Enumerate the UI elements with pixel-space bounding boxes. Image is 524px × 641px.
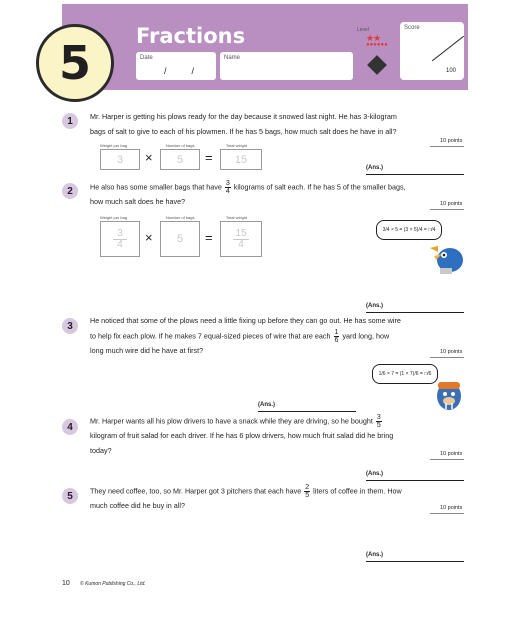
equals-sign: = xyxy=(205,230,213,245)
answer-line[interactable] xyxy=(366,561,464,562)
problem-2-text: He also has some smaller bags that have $\frac{3}{4}$ kilograms of salt each. If he has 5 of the smaller bags, how much salt does he have? xyxy=(90,180,406,206)
copyright: © Kumon Publishing Co., Ltd. xyxy=(80,581,146,587)
answer-line[interactable] xyxy=(366,174,464,175)
equals-sign: = xyxy=(205,150,213,165)
problem-1-points: 10 points xyxy=(440,138,463,144)
problem-2-points: 10 points xyxy=(440,201,463,207)
problem-5-points: 10 points xyxy=(440,505,463,511)
problem-1-number: 1 xyxy=(62,113,78,129)
page-title: Fractions xyxy=(136,24,246,48)
answer-line[interactable] xyxy=(366,312,464,313)
fraction: $\frac{3}{5}$ xyxy=(376,414,381,429)
fraction: $\frac{2}{5}$ xyxy=(305,484,310,499)
times-sign: × xyxy=(145,230,153,245)
answer-label: (Ans.) xyxy=(366,303,383,309)
answer-label: (Ans.) xyxy=(366,471,383,477)
points-underline xyxy=(430,209,464,210)
problem-5-text: They need coffee, too, so Mr. Harper got 3 pitchers that each have $\frac{2}{5}$ liters of coffee in them. How much coffee did he buy in all? xyxy=(90,484,402,510)
score-max: 100 xyxy=(446,68,457,74)
box-label: Total weight xyxy=(226,143,248,148)
date-label: Date xyxy=(140,55,153,61)
page-number: 10 xyxy=(62,580,70,587)
score-label: Score xyxy=(404,25,420,31)
weight-per-bag-box[interactable]: 3 4 xyxy=(100,221,140,257)
box-label: Number of bags xyxy=(166,143,195,148)
fraction: $\frac{1}{6}$ xyxy=(334,328,339,344)
name-field[interactable] xyxy=(220,52,353,80)
box-label: Weight per bag xyxy=(100,215,128,220)
level-stars: ★★ xyxy=(366,33,381,43)
hint-text: 3/4 × 5 = (3 × 5)/4 = □/4 xyxy=(382,227,436,233)
problem-2-number: 2 xyxy=(62,183,78,199)
answer-label: (Ans.) xyxy=(366,165,383,171)
points-underline xyxy=(430,513,464,514)
problem-4-text: Mr. Harper wants all his plow drivers to have a snack while they are driving, so he bought $\frac{3}{5}$ kilogram of fruit salad for each driver. If he has 6 plow drivers, how much fruit salad did he bring today? xyxy=(90,414,394,455)
answer-line[interactable] xyxy=(258,411,356,412)
answer-label: (Ans.) xyxy=(258,402,275,408)
number-of-bags-box[interactable]: 5 xyxy=(160,149,200,170)
name-label: Name xyxy=(224,55,241,61)
total-weight-box[interactable]: 15 4 xyxy=(220,221,262,257)
hint-text: 1/6 × 7 = (1 × 7)/6 = □/6 xyxy=(378,371,432,377)
points-underline xyxy=(430,357,464,358)
answer-label: (Ans.) xyxy=(366,552,383,558)
problem-4-points: 10 points xyxy=(440,451,463,457)
box-label: Weight per bag xyxy=(100,143,128,148)
answer-line[interactable] xyxy=(366,480,464,481)
problem-5-number: 5 xyxy=(62,488,78,504)
unit-number-badge: 5 xyxy=(36,24,114,102)
bird-mascot-icon xyxy=(428,240,468,278)
number-of-bags-box[interactable]: 5 xyxy=(160,221,200,257)
date-separators: / / xyxy=(164,66,195,76)
points-underline xyxy=(430,146,464,147)
problem-3-points: 10 points xyxy=(440,349,463,355)
total-weight-box[interactable]: 15 xyxy=(220,149,262,170)
level-dots: ●●●●●● xyxy=(366,42,388,48)
problem-1-text: Mr. Harper is getting his plows ready for the day because it snowed last night. He has 3-kilogram bags of salt to give to each of his plowmen. If he has 5 bags, how much salt does he have in all? xyxy=(90,112,397,136)
points-underline xyxy=(430,459,464,460)
box-label: Total weight xyxy=(226,215,248,220)
problem-4-number: 4 xyxy=(62,419,78,435)
hint-bubble xyxy=(376,220,442,240)
times-sign: × xyxy=(145,150,153,165)
walrus-mascot-icon xyxy=(434,378,464,412)
problem-3-number: 3 xyxy=(62,318,78,334)
box-label: Number of bags xyxy=(166,215,195,220)
fraction: $\frac{3}{4}$ xyxy=(225,180,230,195)
problem-3-text: He noticed that some of the plows need a little fixing up before they can go out. He has some wire to help fix each plow. If he makes 7 equal-sized pieces of wire that are each $\frac{1}{6}$ yard long, how long much wire did he have at first? xyxy=(90,316,401,355)
date-field[interactable] xyxy=(136,52,216,80)
score-box[interactable] xyxy=(400,22,464,80)
weight-per-bag-box[interactable]: 3 xyxy=(100,149,140,170)
hint-bubble xyxy=(372,364,438,384)
level-label: Level xyxy=(357,27,369,33)
